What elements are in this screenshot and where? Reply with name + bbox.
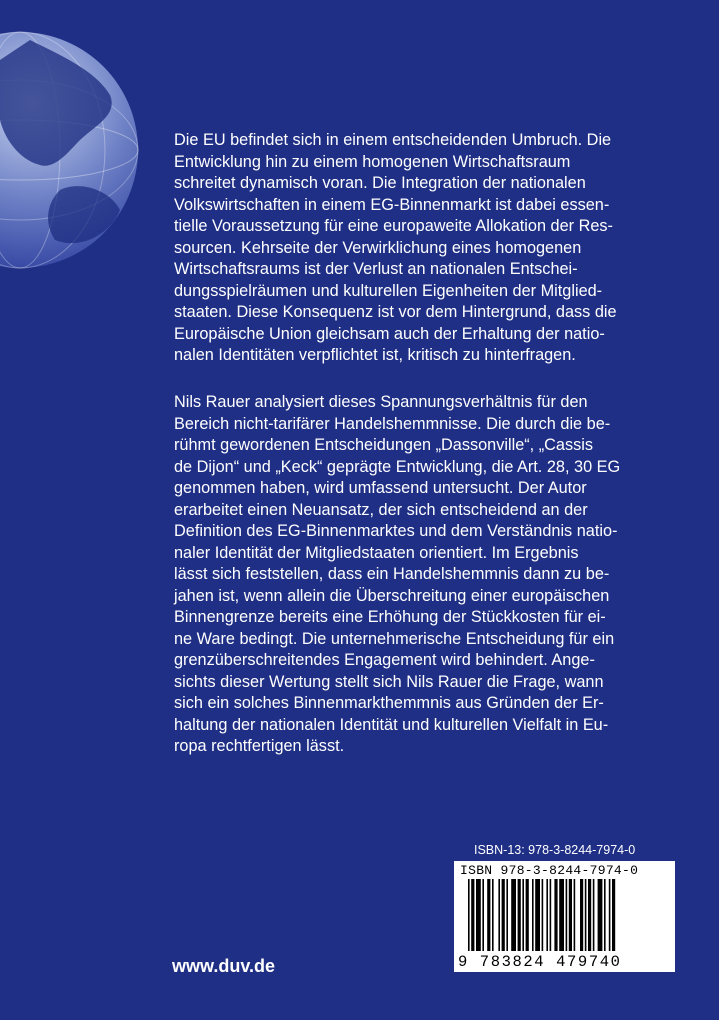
text-line: Bereich nicht-tarifärer Handelshemmnisse. Die durch die be- [174,414,611,433]
barcode-bar [580,879,583,951]
barcode-bar [554,879,557,951]
barcode-bar [502,879,505,951]
description-paragraph-1 [174,130,686,367]
text-line: ne Ware bedingt. Die unternehmerische Entscheidung für ein [174,629,615,648]
barcode-bar [598,879,603,951]
text-line: schreitet dynamisch voran. Die Integration der nationalen [174,174,586,192]
barcode-digits: 9 783824 479740 [458,953,622,971]
text-line: Nils Rauer analysiert dieses Spannungsverhältnis für den [174,393,588,411]
barcode-bar [506,879,508,951]
text-line: sich ein solches Binnenmarkthemmnis aus Gründen der Er- [174,694,604,712]
barcode-bar [574,879,576,951]
barcode-bar [569,879,572,951]
text-line: ropa rechtfertigen lässt. [174,737,345,755]
isbn-barcode [454,861,675,972]
text-line: Binnengrenze bereits eine Erhöhung der Stückkosten für ei- [174,608,606,626]
barcode-bar [492,879,494,951]
text-line: rühmt gewordenen Entscheidungen „Dassonville“, „Cassis [174,436,593,454]
text-line: staaten. Diese Konsequenz ist vor dem Hintergrund, dass die [174,303,617,321]
globe-graphic [0,0,150,300]
text-line: erarbeitet einen Neuansatz, der sich entscheidend an der [174,500,588,519]
barcode-bar [588,879,591,951]
barcode-bar [566,879,568,951]
text-line: haltung der nationalen Identität und kulturellen Vielfalt in Eu- [174,715,609,734]
barcode-bar [542,879,544,951]
text-line: Die EU befindet sich in einem entscheidenden Umbruch. Die [174,131,612,149]
barcode-bar [612,879,615,951]
barcode-bar [609,879,611,951]
barcode-bar [550,879,552,951]
barcode-bar [532,879,534,951]
barcode-bar [526,879,529,951]
text-line: dungsspielräumen und kulturellen Eigenheiten der Mitglied- [174,281,603,300]
barcode-bar [559,879,564,951]
barcode-bar [468,879,470,951]
barcode-bar [511,879,516,951]
barcode-bar [593,879,595,951]
barcode-bar [585,879,587,951]
text-line: de Dijon“ und „Keck“ geprägte Entwicklung, die Art. 28, 30 EG [174,457,621,476]
description-paragraph-2 [174,392,686,758]
text-line: Volkswirtschaften in einem EG-Binnenmarkt ist dabei essen- [174,195,610,214]
barcode-bar [498,879,500,951]
barcode-bar [518,879,521,951]
barcode-bar [604,879,606,951]
text-line: Definition des EG-Binnenmarktes und dem Verständnis natio- [174,522,618,540]
text-line: nalen Identitäten verpflichtet ist, kritisch zu hinterfragen. [174,346,576,364]
text-line: tielle Voraussetzung für eine europaweite Allokation der Res- [174,217,613,235]
barcode-top-text: ISBN 978-3-8244-7974-0 [460,863,639,878]
text-line: genommen haben, wird umfassend untersucht. Der Autor [174,479,587,497]
barcode-bar [476,879,481,951]
barcode-bar [522,879,524,951]
text-line: grenzüberschreitendes Engagement wird behindert. Ange- [174,651,595,669]
text-line: Entwicklung hin zu einem homogenen Wirtschaftsraum [174,152,571,171]
text-line: sichts dieser Wertung stellt sich Nils Rauer die Frage, wann [174,672,604,691]
text-line: sourcen. Kehrseite der Verwirklichung eines homogenen [174,238,582,257]
text-line: jahen ist, wenn allein die Überschreitung einer europäischen [174,586,610,605]
text-line: lässt sich feststellen, dass ein Handelshemmnis dann zu be- [174,565,610,583]
publisher-website: www.duv.de [172,956,276,976]
barcode-bar [535,879,540,951]
barcode-bars [454,879,675,954]
isbn-label: ISBN-13: 978-3-8244-7974-0 [474,843,636,857]
barcode-bar [482,879,484,951]
text-line: Wirtschaftsraums ist der Verlust an nationalen Entschei- [174,260,578,278]
text-line: Europäische Union gleichsam auch der Erhaltung der natio- [174,324,605,343]
text-line: naler Identität der Mitgliedstaaten orientiert. Im Ergebnis [174,543,579,562]
barcode-bar [546,879,548,951]
barcode-bar [471,879,474,951]
barcode-bar [487,879,490,951]
